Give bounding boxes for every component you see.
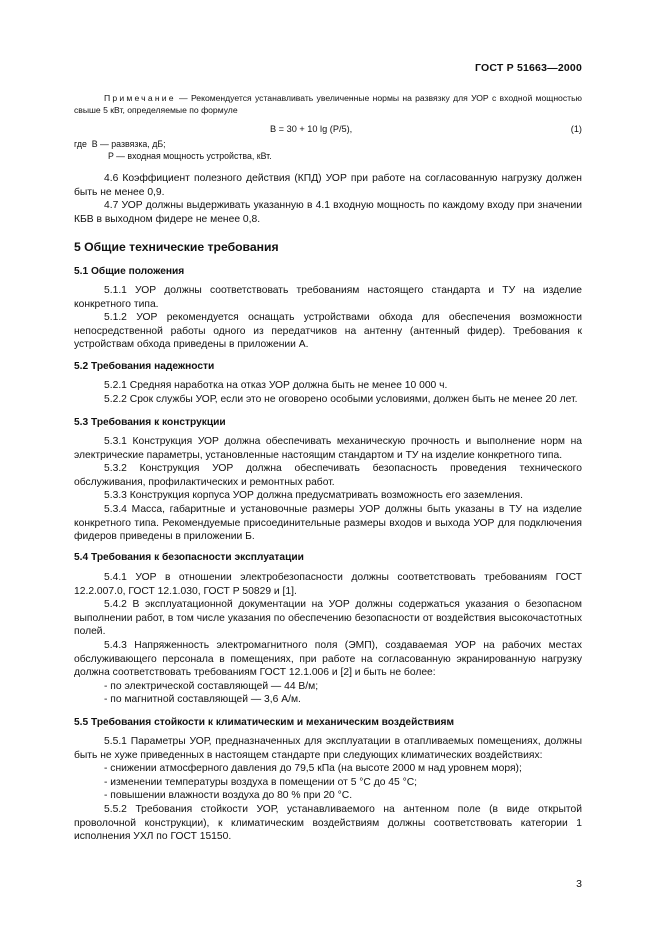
list-item-humidity: - повышении влажности воздуха до 80 % при 20 °С. [104,790,353,802]
paragraph-5-4-1: 5.4.1 УОР в отношении электробезопасности должны соответствовать требованиям ГОСТ 12.2.007.0, ГОСТ 12.1.030, ГОСТ Р 50829 и [1]. [74,572,582,597]
formula-expression: B = 30 + 10 lg (P/5), [270,124,353,135]
formula-number: (1) [570,124,582,135]
formula-legend [74,138,582,162]
paragraph-5-3-1: 5.3.1 Конструкция УОР должна обеспечивать механическую прочность и выполнение норм на электрические параметры, установленные настоящим стандартом и ТУ на изделие конкретного типа. [74,436,582,461]
note-block [74,92,582,162]
paragraph-5-1-1: 5.1.1 УОР должны соответствовать требованиям настоящего стандарта и ТУ на изделие конкретного типа. [74,285,582,310]
page-number: 3 [576,878,582,890]
note-text: — Рекомендуется устанавливать увеличенные нормы на развязку для УОР с входной мощностью свыше 5 кВт, определяемые по формуле [74,93,582,116]
list-item-electric: - по электрической составляющей — 44 В/м; [104,680,319,692]
paragraph-5-2-2: 5.2.2 Срок службы УОР, если это не оговорено особыми условиями, должен быть не менее 20 лет. [104,393,578,405]
paragraph-5-3-2: 5.3.2 Конструкция УОР должна обеспечивать безопасность проведения технического обслуживания, профилактических и ремонтных работ. [74,463,582,488]
section-5-1-heading: 5.1 Общие положения [74,266,185,277]
paragraph-5-2-1: 5.2.1 Средняя наработка на отказ УОР должна быть не менее 10 000 ч. [104,380,448,391]
section-5-heading: 5 Общие технические требования [74,240,279,254]
paragraph-4-7: 4.7 УОР должны выдерживать указанную в 4.1 входную мощность по каждому входу при значении КБВ в выходном фидере не менее 0,8. [74,200,582,225]
paragraph-5-4-3: 5.4.3 Напряженность электромагнитного поля (ЭМП), создаваемая УОР на рабочих местах обслуживающего персонала в помещениях, при работе на согласованную экранированную нагрузку должна соответствовать требованиям ГОСТ 12.1.006 и [2] и быть не более: [74,639,582,679]
paragraph-5-5-2: 5.5.2 Требования стойкости УОР, устанавливаемого на антенном поле (в виде открытой проволочной конструкции), к климатическим воздействиям должны соответствовать категории 1 исполнения УХЛ по ГОСТ 15150. [74,803,582,843]
list-item-pressure: - снижении атмосферного давления до 79,5 кПа (на высоте 2000 м над уровнем моря); [104,763,522,775]
paragraph-4-6: 4.6 Коэффициент полезного действия (КПД) УОР при работе на согласованную нагрузку должен быть не менее 0,9. [74,173,582,198]
paragraph-5-5-1: 5.5.1 Параметры УОР, предназначенных для эксплуатации в отапливаемых помещениях, должны быть не хуже приведенных в настоящем стандарте при следующих климатических воздействиях: [74,736,582,761]
paragraph-5-4-2: 5.4.2 В эксплуатационной документации на УОР должны содержаться указания о безопасном выполнении работ, в том числе указания по обеспечению безопасности от воздействия высокочастотных полей. [74,599,582,638]
section-5-3-heading: 5.3 Требования к конструкции [74,417,226,428]
paragraph-5-1-2: 5.1.2 УОР рекомендуется оснащать устройствами обхода для обеспечения возможности непосредственной работы одного из передатчиков на антенну (антенный фидер). Требования к устройствам обхода приведены в приложении А. [74,312,582,351]
paragraph-5-3-3: 5.3.3 Конструкция корпуса УОР должна предусматривать возможность его заземления. [104,490,523,502]
paragraph-5-3-4: 5.3.4 Масса, габаритные и установочные размеры УОР должны быть указаны в ТУ на изделие конкретного типа. Рекомендуемые присоединительные размеры входов и выхода УОР для подключения фидеров приведены в приложении Б. [74,503,582,543]
section-5-2-heading: 5.2 Требования надежности [74,361,215,372]
section-5-5-heading: 5.5 Требования стойкости к климатическим и механическим воздействиям [74,717,455,728]
list-item-magnetic: - по магнитной составляющей — 3,6 А/м. [104,694,301,706]
note-label: Примечание [104,93,176,103]
where-prefix: где [74,139,87,150]
section-5-4-heading: 5.4 Требования к безопасности эксплуатации [74,552,304,563]
where-line-1: B — развязка, дБ; [91,139,166,150]
list-item-temperature: - изменении температуры воздуха в помещении от 5 °С до 45 °С; [104,776,418,788]
where-line-2: P — входная мощность устройства, кВт. [108,151,272,162]
standard-code-header: ГОСТ Р 51663—2000 [474,62,582,74]
formula-1 [74,124,582,138]
